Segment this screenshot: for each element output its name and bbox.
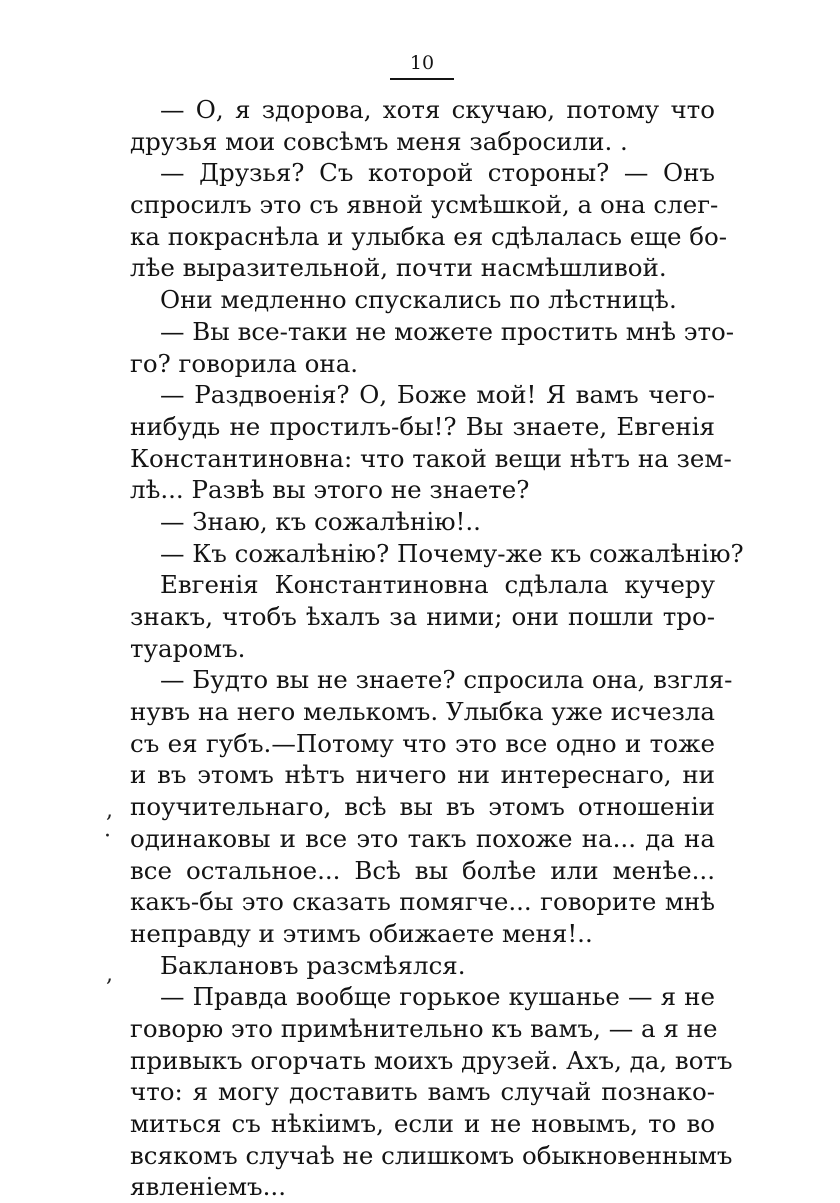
text-line: нибудь не простилъ-бы!? Вы знаете, Евгенія: [130, 411, 715, 441]
page-number: 10: [409, 52, 435, 74]
margin-speck: ,: [106, 962, 113, 987]
text-line: лѣе выразительной, почти насмѣшливой.: [130, 253, 667, 283]
text-line: — О, я здорова, хотя скучаю, потому что: [160, 95, 715, 124]
text-line: все остальное... Всѣ вы болѣе или менѣе...: [130, 855, 715, 885]
text-line: друзья мои совсѣмъ меня забросили. .: [130, 126, 628, 156]
text-line: спросилъ это съ явной усмѣшкой, а она слег-: [130, 190, 719, 220]
text-line: туаромъ.: [130, 633, 246, 663]
margin-speck: ,: [106, 798, 113, 823]
text-line: всякомъ случаѣ не слишкомъ обыкновеннымъ: [130, 1140, 733, 1170]
text-line: что: я могу доставить вамъ случай познако-: [130, 1077, 715, 1107]
text-line: — Знаю, къ сожалѣнію!..: [160, 506, 481, 536]
text-line: поучительнаго, всѣ вы въ этомъ отношеніи: [130, 792, 715, 822]
text-line: нувъ на него мелькомъ. Улыбка уже исчезла: [130, 697, 715, 727]
text-line: Евгенія Константиновна сдѣлала кучеру: [160, 570, 715, 600]
text-line: съ ея губъ.—Потому что это все одно и тоже: [130, 728, 715, 758]
text-line: го? говорила она.: [130, 348, 359, 378]
text-line: — Вы все-таки не можете простить мнѣ это-: [160, 316, 735, 346]
text-line: явленіемъ...: [130, 1172, 286, 1202]
page-number-rule: [390, 78, 454, 80]
text-line: знакъ, чтобъ ѣхалъ за ними; они пошли тро-: [130, 602, 715, 631]
margin-speck: ·: [104, 824, 111, 849]
text-line: и въ этомъ нѣтъ ничего ни интереснаго, ни: [130, 760, 715, 790]
text-line: ка покраснѣла и улыбка ея сдѣлалась еще бо-: [130, 221, 728, 251]
text-line: — Будто вы не знаете? спросила она, взгля-: [160, 665, 733, 695]
text-line: — Правда вообще горькое кушанье — я не: [160, 982, 715, 1012]
text-line: какъ-бы это сказать помягче... говорите мнѣ: [130, 887, 715, 917]
text-line: лѣ... Развѣ вы этого не знаете?: [130, 475, 530, 505]
text-line: — Къ сожалѣнію? Почему-же къ сожалѣнію?: [160, 538, 744, 568]
text-line: привыкъ огорчать моихъ друзей. Ахъ, да, вотъ: [130, 1045, 733, 1075]
text-line: — Раздвоенія? О, Боже мой! Я вамъ чего-: [160, 380, 715, 410]
text-line: Константиновна: что такой вещи нѣтъ на зем-: [130, 443, 732, 473]
text-line: — Друзья? Съ которой стороны? — Онъ: [160, 158, 715, 188]
text-line: одинаковы и все это такъ похоже на... да на: [130, 823, 715, 853]
text-line: неправду и этимъ обижаете меня!..: [130, 918, 593, 948]
text-line: миться съ нѣкіимъ, если и не новымъ, то во: [130, 1109, 715, 1138]
text-line: говорю это примѣнительно къ вамъ, — а я не: [130, 1013, 718, 1043]
text-line: Они медленно спускались по лѣстницѣ.: [160, 285, 677, 315]
body-text: [130, 94, 744, 1203]
text-line: Баклановъ разсмѣялся.: [160, 950, 466, 980]
